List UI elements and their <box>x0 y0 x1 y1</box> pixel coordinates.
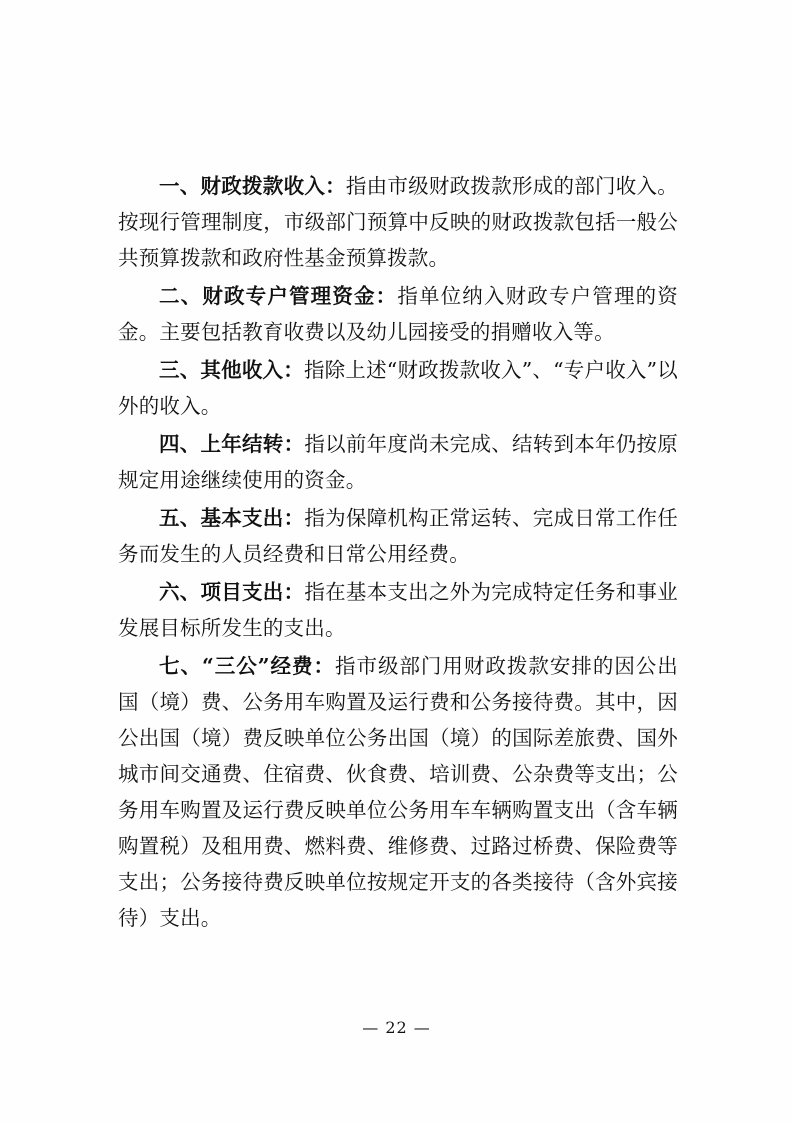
paragraph-6-lead: 六、项目支出： <box>159 580 305 604</box>
paragraph-1 <box>118 168 678 276</box>
paragraph-5 <box>118 500 678 572</box>
paragraph-7-body: 指市级部门用财政拨款安排的因公出国（境）费、公务用车购置及运行费和公务接待费。其中，因公出国（境）费反映单位公务出国（境）的国际差旅费、国外城市间交通费、住宿费、伙食费、培训费、公杂费等支出；公务用车购置及运行费反映单位公务用车车辆购置支出（含车辆购置税）及租用费、燃料费、维修费、过路过桥费、保险费等支出；公务接待费反映单位按规定开支的各类接待（含外宾接待）支出。 <box>118 654 678 930</box>
paragraph-3-body: 指除上述“财政拨款收入”、“专户收入”以外的收入。 <box>118 358 678 418</box>
paragraph-2-lead: 二、财政专户管理资金： <box>159 284 398 308</box>
paragraph-2-body: 指单位纳入财政专户管理的资金。主要包括教育收费以及幼儿园接受的捐赠收入等。 <box>118 284 678 344</box>
paragraph-4-body: 指以前年度尚未完成、结转到本年仍按原规定用途继续使用的资金。 <box>118 432 678 492</box>
page-number: — 22 — <box>362 1018 431 1037</box>
paragraph-7-lead: 七、“三公”经费： <box>159 654 335 678</box>
document-body <box>118 168 678 938</box>
paragraph-4-lead: 四、上年结转： <box>159 432 305 456</box>
paragraph-5-body: 指为保障机构正常运转、完成日常工作任务而发生的人员经费和日常公用经费。 <box>118 506 678 566</box>
paragraph-2 <box>118 278 678 350</box>
paragraph-6-body: 指在基本支出之外为完成特定任务和事业发展目标所发生的支出。 <box>118 580 678 640</box>
paragraph-4 <box>118 426 678 498</box>
paragraph-1-lead: 一、财政拨款收入： <box>159 174 346 198</box>
paragraph-1-body: 指由市级财政拨款形成的部门收入。按现行管理制度，市级部门预算中反映的财政拨款包括一般公共预算拨款和政府性基金预算拨款。 <box>118 174 678 270</box>
paragraph-7 <box>118 648 678 936</box>
paragraph-3 <box>118 352 678 424</box>
paragraph-3-lead: 三、其他收入： <box>159 358 304 382</box>
paragraph-5-lead: 五、基本支出： <box>159 506 305 530</box>
paragraph-6 <box>118 574 678 646</box>
